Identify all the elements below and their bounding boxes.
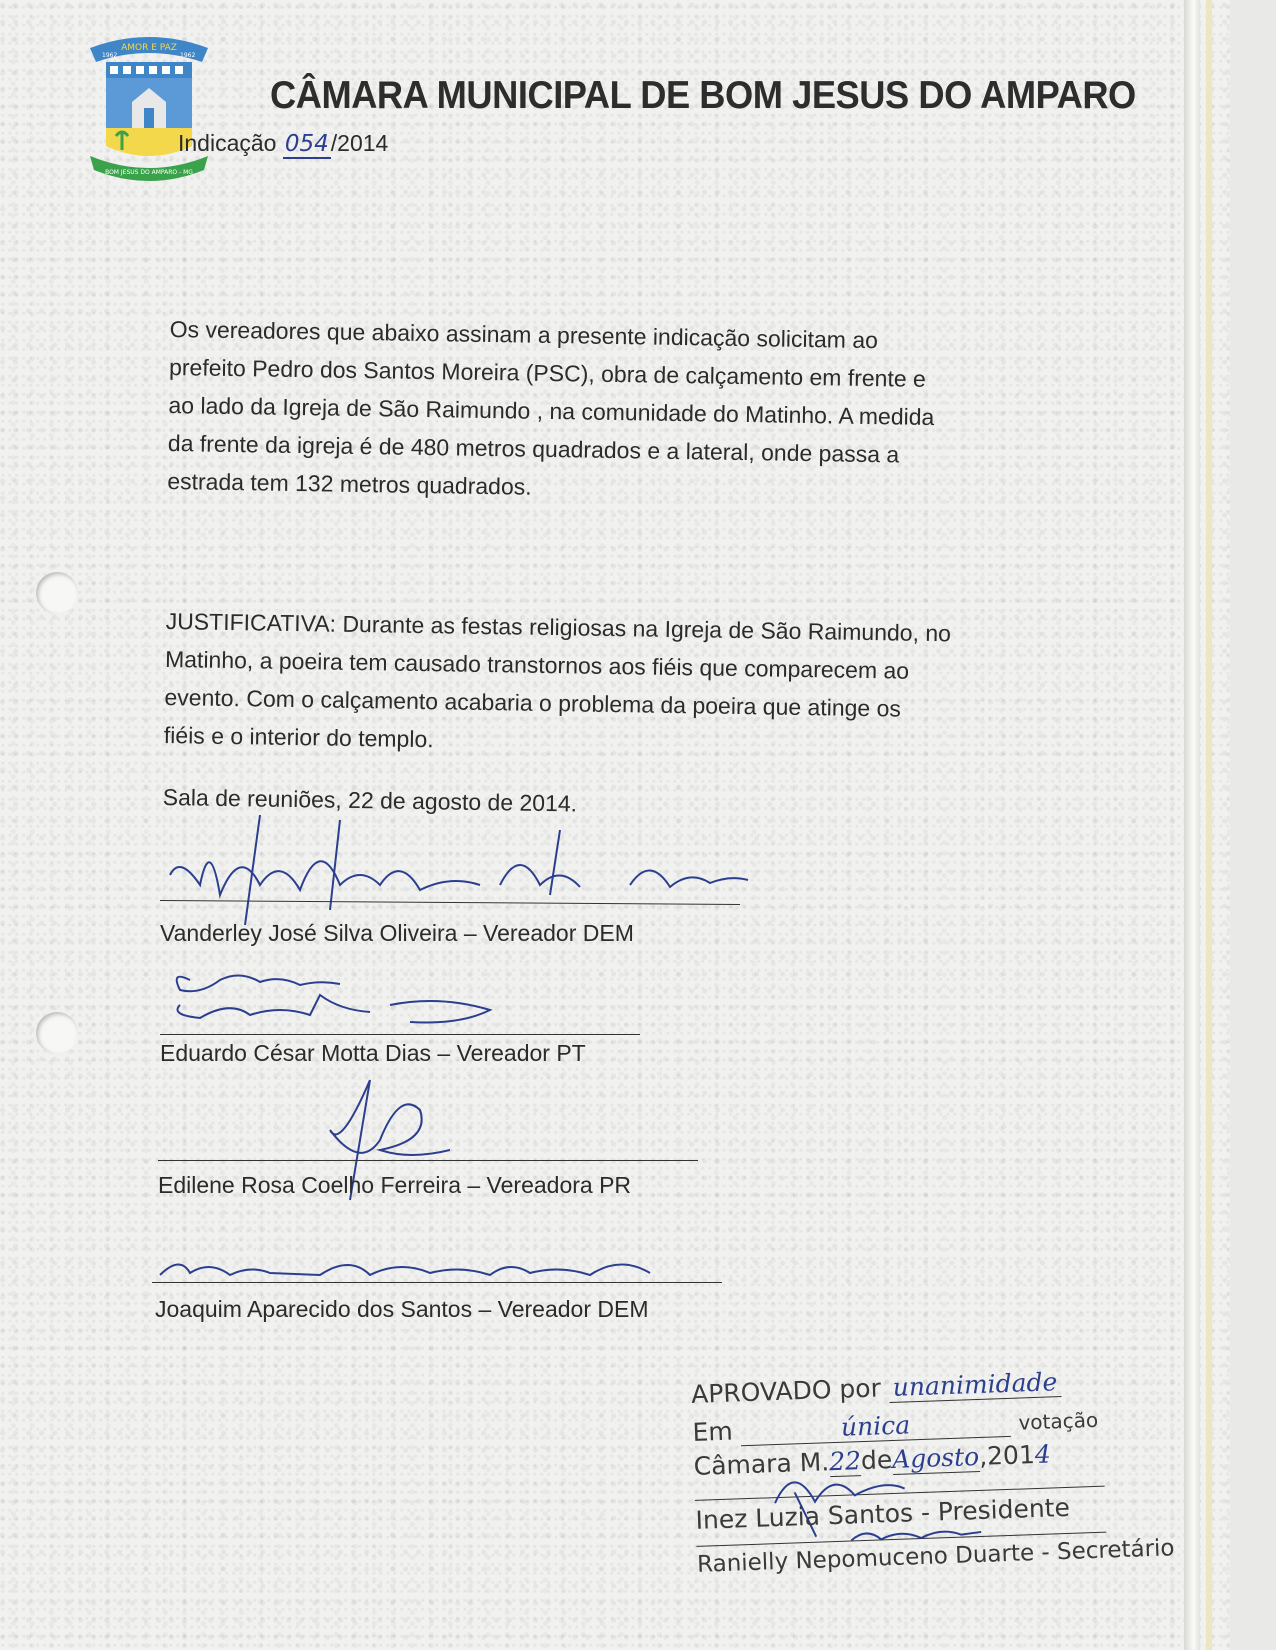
indicacao-number: 054	[284, 131, 329, 157]
approved-by-label: APROVADO por	[690, 1373, 882, 1409]
de-label: de	[860, 1445, 893, 1476]
paragraph-line: ao lado da Igreja de São Raimundo , na comunidade do Matinho. A medida	[168, 391, 935, 431]
president-name: Inez Luzia Santos - Presidente	[695, 1492, 1071, 1535]
approval-day: 22	[828, 1446, 862, 1477]
signature-joaquim	[150, 1245, 690, 1290]
request-paragraph	[167, 310, 936, 512]
approval-stamp	[690, 1345, 1175, 1590]
signatory-name: Edilene Rosa Coelho Ferreira – Vereadora PR	[158, 1172, 632, 1198]
signature-line	[158, 1160, 698, 1161]
signature-line	[160, 1034, 640, 1035]
paragraph-line: fiéis e o interior do templo.	[163, 721, 434, 753]
approved-by-value: unanimidade	[888, 1367, 1062, 1403]
year-digit: 4	[1034, 1439, 1052, 1470]
signatory-name: Eduardo César Motta Dias – Vereador PT	[160, 1040, 586, 1066]
logo-year-right: 1962	[180, 52, 196, 59]
camara-label: Câmara M.	[693, 1447, 830, 1481]
punch-hole	[36, 1012, 78, 1054]
paragraph-line: estrada tem 132 metros quadrados.	[167, 467, 532, 500]
secretary-name: Ranielly Nepomuceno Duarte - Secretário	[696, 1535, 1175, 1578]
indicacao-year: /2014	[330, 130, 389, 156]
indicacao-label: Indicação	[178, 130, 277, 156]
paragraph-line: Matinho, a poeira tem causado transtornos aos fiéis que comparecem ao	[164, 645, 910, 684]
approval-month: Agosto	[891, 1441, 980, 1474]
page-edge	[1184, 0, 1200, 1650]
year-prefix: ,201	[978, 1440, 1036, 1471]
indicacao-reference	[178, 130, 388, 157]
em-label: Em	[692, 1416, 734, 1447]
paragraph-line: Os vereadores que abaixo assinam a presente indicação solicitam ao	[169, 315, 879, 354]
signatory-name: Vanderley José Silva Oliveira – Vereador DEM	[160, 920, 634, 946]
justification-paragraph	[164, 602, 952, 766]
page-edge-strip	[1206, 0, 1212, 1650]
signatory-name: Joaquim Aparecido dos Santos – Vereador DEM	[155, 1296, 649, 1322]
signature-line	[152, 1282, 722, 1283]
paragraph-line: JUSTIFICATIVA: Durante as festas religiosas na Igreja de São Raimundo, no	[165, 607, 952, 647]
punch-hole	[36, 572, 78, 614]
paragraph-line: da frente da igreja é de 480 metros quadrados e a lateral, onde passa a	[167, 429, 900, 468]
voting-type-value: única	[740, 1407, 1011, 1446]
municipal-coat-of-arms-logo	[84, 28, 214, 188]
paragraph-line: evento. Com o calçamento acabaria o problema da poeira que atinge os	[164, 683, 902, 722]
signature-eduardo	[160, 960, 540, 1030]
paragraph-line: prefeito Pedro dos Santos Moreira (PSC), obra de calçamento em frente e	[168, 353, 927, 392]
logo-ribbon-text: BOM JESUS DO AMPARO - MG	[105, 169, 193, 176]
signature-vanderley	[150, 815, 750, 935]
logo-year-left: 1962	[102, 52, 118, 59]
votacao-label: votação	[1018, 1407, 1099, 1435]
date-place-line: Sala de reuniões, 22 de agosto de 2014.	[162, 784, 578, 817]
logo-motto: AMOR E PAZ	[121, 43, 177, 53]
chamber-title: CÂMARA MUNICIPAL DE BOM JESUS DO AMPARO	[270, 74, 1136, 117]
